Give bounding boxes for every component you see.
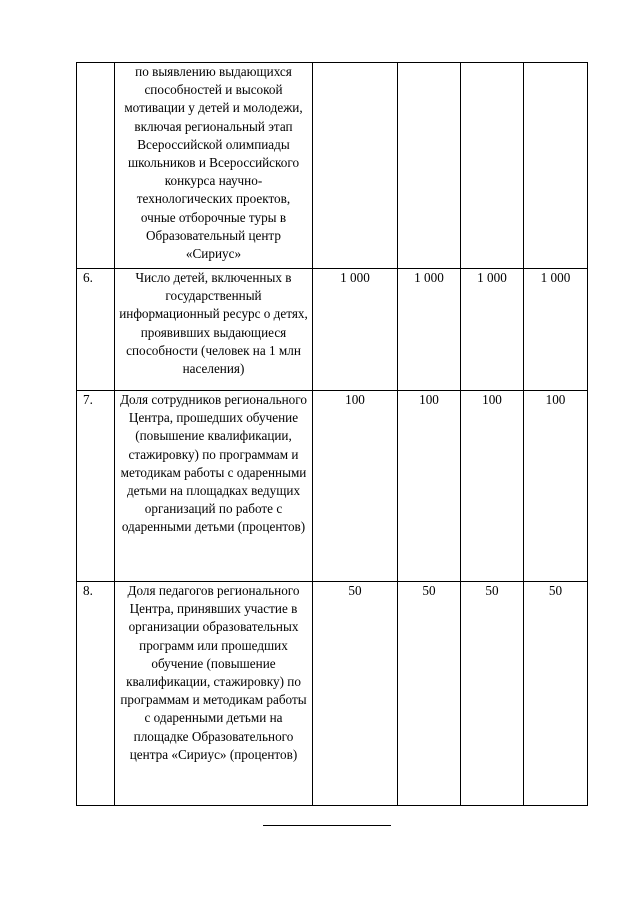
value-cell: 100 bbox=[398, 391, 461, 582]
row-number: 8. bbox=[77, 582, 115, 806]
value-cell: 50 bbox=[524, 582, 588, 806]
value-cell: 100 bbox=[461, 391, 524, 582]
value-cell: 1 000 bbox=[461, 269, 524, 391]
indicator-name: Число детей, включенных в государственный информационный ресурс о детях, проявивших выдающиеся способности (человек на 1 млн населения) bbox=[115, 269, 313, 391]
value-cell: 50 bbox=[398, 582, 461, 806]
indicator-name: Доля сотрудников регионального Центра, прошедших обучение (повышение квалификации, стажировку) по программам и методикам работы с одаренными детьми на площадках ведущих организаций по работе с одаренными детьми (процентов) bbox=[115, 391, 313, 582]
table-row bbox=[77, 582, 588, 806]
indicator-name: Доля педагогов регионального Центра, принявших участие в организации образовательных программ или прошедших обучение (повышение квалификации, стажировку) по программам и методикам работы с одаренными детьми на площадке Образовательного центра «Сириус» (процентов) bbox=[115, 582, 313, 806]
end-separator-line bbox=[263, 825, 391, 826]
value-cell bbox=[313, 63, 398, 269]
value-cell bbox=[461, 63, 524, 269]
value-cell: 50 bbox=[313, 582, 398, 806]
value-cell bbox=[524, 63, 588, 269]
row-number bbox=[77, 63, 115, 269]
table-row bbox=[77, 63, 588, 269]
row-number: 7. bbox=[77, 391, 115, 582]
table-row bbox=[77, 391, 588, 582]
value-cell: 100 bbox=[313, 391, 398, 582]
table-row bbox=[77, 269, 588, 391]
value-cell: 1 000 bbox=[524, 269, 588, 391]
row-number: 6. bbox=[77, 269, 115, 391]
value-cell bbox=[398, 63, 461, 269]
indicator-name: по выявлению выдающихся способностей и высокой мотивации у детей и молодежи, включая региональный этап Всероссийской олимпиады школьников и Всероссийского конкурса научно-технологических проектов, очные отборочные туры в Образовательный центр «Сириус» bbox=[115, 63, 313, 269]
indicators-table bbox=[76, 62, 588, 806]
value-cell: 50 bbox=[461, 582, 524, 806]
value-cell: 100 bbox=[524, 391, 588, 582]
value-cell: 1 000 bbox=[398, 269, 461, 391]
value-cell: 1 000 bbox=[313, 269, 398, 391]
